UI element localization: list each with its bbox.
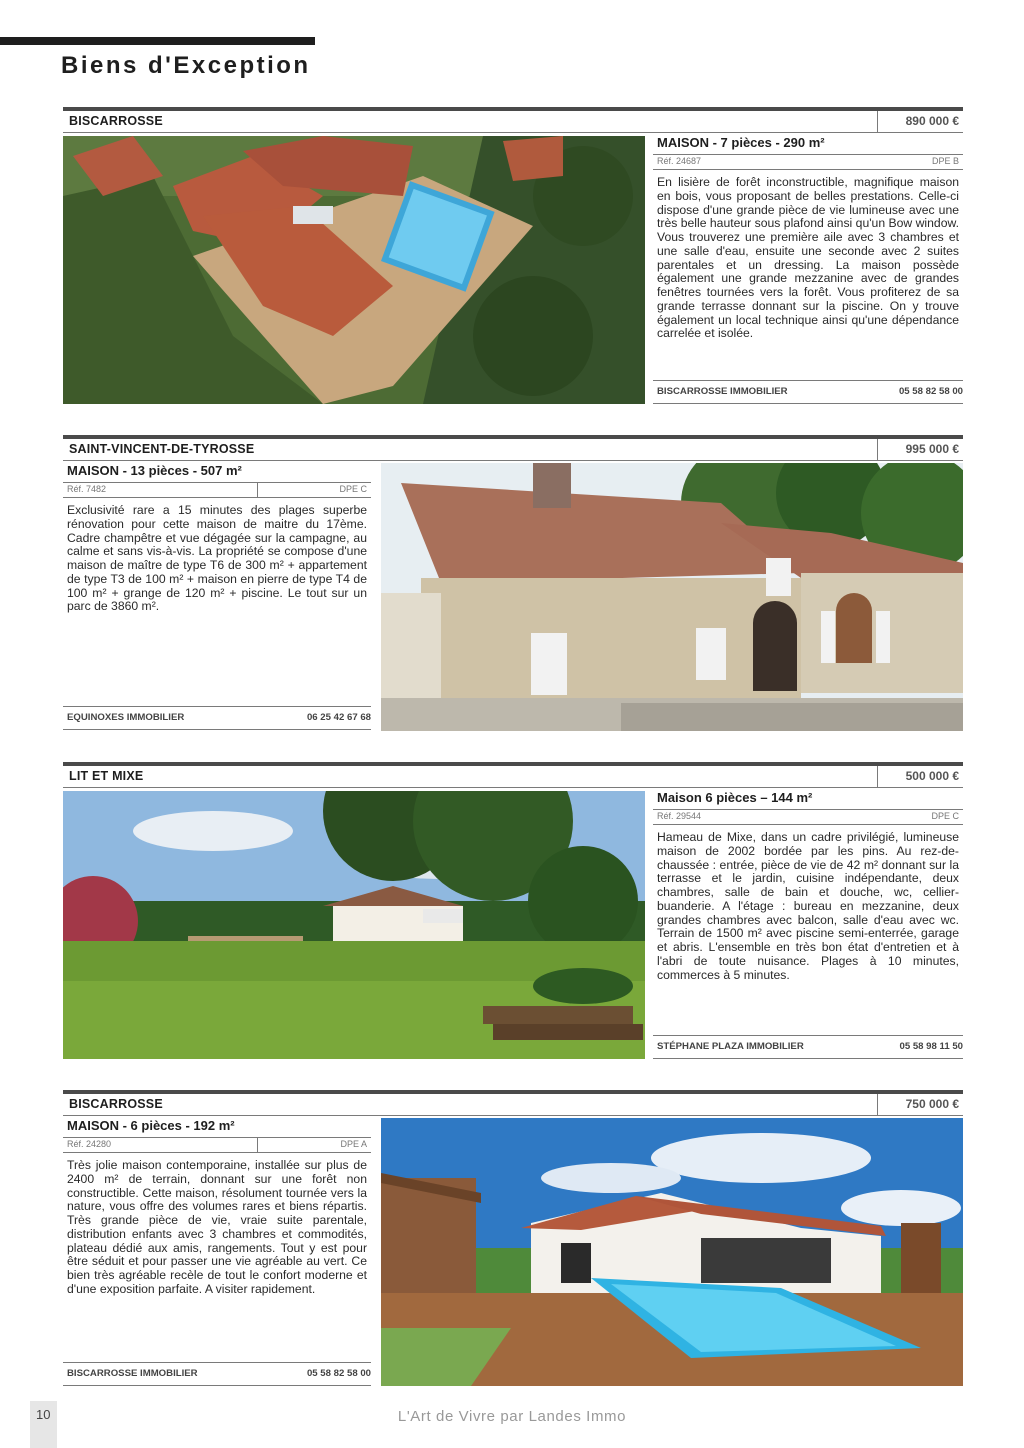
listing-town: SAINT-VINCENT-DE-TYROSSE bbox=[69, 442, 255, 456]
agency-name: STÉPHANE PLAZA IMMOBILIER bbox=[657, 1041, 804, 1052]
stone-house-image bbox=[381, 463, 963, 731]
aerial-house-image bbox=[63, 136, 645, 404]
divider bbox=[63, 1115, 963, 1116]
divider bbox=[257, 1138, 258, 1152]
property-type: MAISON - 6 pièces - 192 m² bbox=[67, 1118, 235, 1133]
property-description: Hameau de Mixe, dans un cadre privilégié, lumineuse maison de 2002 bordée par les pins. Au rez-de-chaussée : entrée, pièce de vie de 42 m² donnant sur la terrasse et le jardin, cuisine indépendante, deux chambres, salle de bain et douche, wc, cellier-buanderie. A l'étage : bureau en mezzanine, deux grandes chambres avec balcon, salle d'eau avec wc. Terrain de 1500 m² avec piscine semi-enterrée, garage et abris. L'ensemble en très bon état d'entretien et à l'abri de toute nuisance. Plages à 10 minutes, commerces à 5 minutes. bbox=[657, 830, 959, 982]
top-accent-bar bbox=[0, 37, 315, 45]
listing-price: 890 000 € bbox=[877, 111, 963, 133]
listing-card[interactable] bbox=[63, 435, 963, 731]
agency-name: BISCARROSSE IMMOBILIER bbox=[67, 1368, 198, 1379]
property-description: Très jolie maison contemporaine, installée sur plus de 2400 m² de terrain, donnant sur une forêt non constructible. Cette maison, résolument tournée vers la nature, vous offre des volumes rares et biens répartis. Très grande pièce de vie, vraie suite parentale, distribution enfants avec 3 chambres et commodités, plateau dédié aux amis, rangements. Tout y est pour être séduit et pour passer une vie agréable au vert. Ce bien très agréable recèle de tout le confort moderne et d'une exposition parfaite. A visiter rapidement. bbox=[67, 1158, 367, 1296]
listing-price: 750 000 € bbox=[877, 1094, 963, 1116]
agency-phone[interactable]: 05 58 82 58 00 bbox=[898, 386, 963, 397]
reference-number: Réf. 7482 bbox=[67, 484, 107, 494]
reference-row bbox=[653, 154, 963, 170]
listing-price: 995 000 € bbox=[877, 439, 963, 461]
divider bbox=[63, 132, 963, 133]
listing-info bbox=[63, 1118, 371, 1386]
agency-name: BISCARROSSE IMMOBILIER bbox=[657, 386, 788, 397]
divider bbox=[63, 787, 963, 788]
pool-house-image bbox=[381, 1118, 963, 1386]
property-photo[interactable] bbox=[381, 463, 963, 731]
agency-phone[interactable]: 06 25 42 67 68 bbox=[306, 712, 371, 723]
reference-number: Réf. 24687 bbox=[657, 156, 702, 166]
property-description: Exclusivité rare a 15 minutes des plages superbe rénovation pour cette maison de maitre du 17ème. Cadre champêtre et vue dégagée sur la campagne, au calme et sans vis-à-vis. La propriété se compose d'une maison de maître de type T6 de 300 m² + appartement de type T3 de 100 m² + maison en pierre de type T4 de 100 m² + grange de 120 m² + piscine. Le tout sur un parc de 3860 m². bbox=[67, 503, 367, 614]
property-description: En lisière de forêt inconstructible, magnifique maison en bois, vous proposant de belles prestations. Celle-ci dispose d'une grande pièce de vie lumineuse avec une très belle hauteur sous plafond ainsi qu'un Bow window. Vous trouverez une première aile avec 3 chambres et une salle d'eau, ensuite une seconde avec 2 suites parentales et un dressing. La maison possède également une grande mezzanine avec de grandes fenêtres tournées vers la forêt. Vous profiterez de sa grande terrasse donnant sur la piscine. On y trouve également un local technique ainsi qu'une dépendance carrelée et isolée. bbox=[657, 175, 959, 341]
page-number: 10 bbox=[36, 1407, 51, 1422]
divider bbox=[63, 460, 963, 461]
listing-town: LIT ET MIXE bbox=[69, 769, 144, 783]
listing-header bbox=[63, 107, 963, 133]
property-type: MAISON - 13 pièces - 507 m² bbox=[67, 463, 242, 478]
property-type: MAISON - 7 pièces - 290 m² bbox=[657, 135, 825, 150]
page-title: Biens d'Exception bbox=[61, 52, 311, 79]
property-photo[interactable] bbox=[63, 136, 645, 404]
listing-header bbox=[63, 1090, 963, 1116]
garden-house-image bbox=[63, 791, 645, 1059]
energy-rating: DPE B bbox=[931, 156, 959, 166]
listing-town: BISCARROSSE bbox=[69, 1097, 163, 1111]
reference-row bbox=[63, 1137, 371, 1153]
listing-card[interactable] bbox=[63, 1090, 963, 1386]
divider bbox=[257, 483, 258, 497]
reference-row bbox=[653, 809, 963, 825]
listing-info bbox=[63, 463, 371, 731]
agency-name: EQUINOXES IMMOBILIER bbox=[67, 712, 185, 723]
listing-price: 500 000 € bbox=[877, 766, 963, 788]
agency-row bbox=[653, 1035, 963, 1059]
listing-header bbox=[63, 435, 963, 461]
energy-rating: DPE A bbox=[340, 1139, 367, 1149]
listing-header bbox=[63, 762, 963, 788]
listing-info bbox=[653, 790, 963, 1059]
agency-row bbox=[63, 1362, 371, 1386]
property-type: Maison 6 pièces – 144 m² bbox=[657, 790, 813, 805]
listing-card[interactable] bbox=[63, 762, 963, 1059]
listing-card[interactable] bbox=[63, 107, 963, 404]
reference-number: Réf. 29544 bbox=[657, 811, 702, 821]
reference-number: Réf. 24280 bbox=[67, 1139, 112, 1149]
reference-row bbox=[63, 482, 371, 498]
listing-town: BISCARROSSE bbox=[69, 114, 163, 128]
agency-phone[interactable]: 05 58 82 58 00 bbox=[306, 1368, 371, 1379]
footer-tagline: L'Art de Vivre par Landes Immo bbox=[397, 1408, 627, 1425]
agency-row bbox=[63, 706, 371, 730]
energy-rating: DPE C bbox=[339, 484, 367, 494]
agency-row bbox=[653, 380, 963, 404]
property-photo[interactable] bbox=[63, 791, 645, 1059]
agency-phone[interactable]: 05 58 98 11 50 bbox=[899, 1041, 963, 1052]
property-photo[interactable] bbox=[381, 1118, 963, 1386]
listing-info bbox=[653, 135, 963, 404]
energy-rating: DPE C bbox=[931, 811, 959, 821]
